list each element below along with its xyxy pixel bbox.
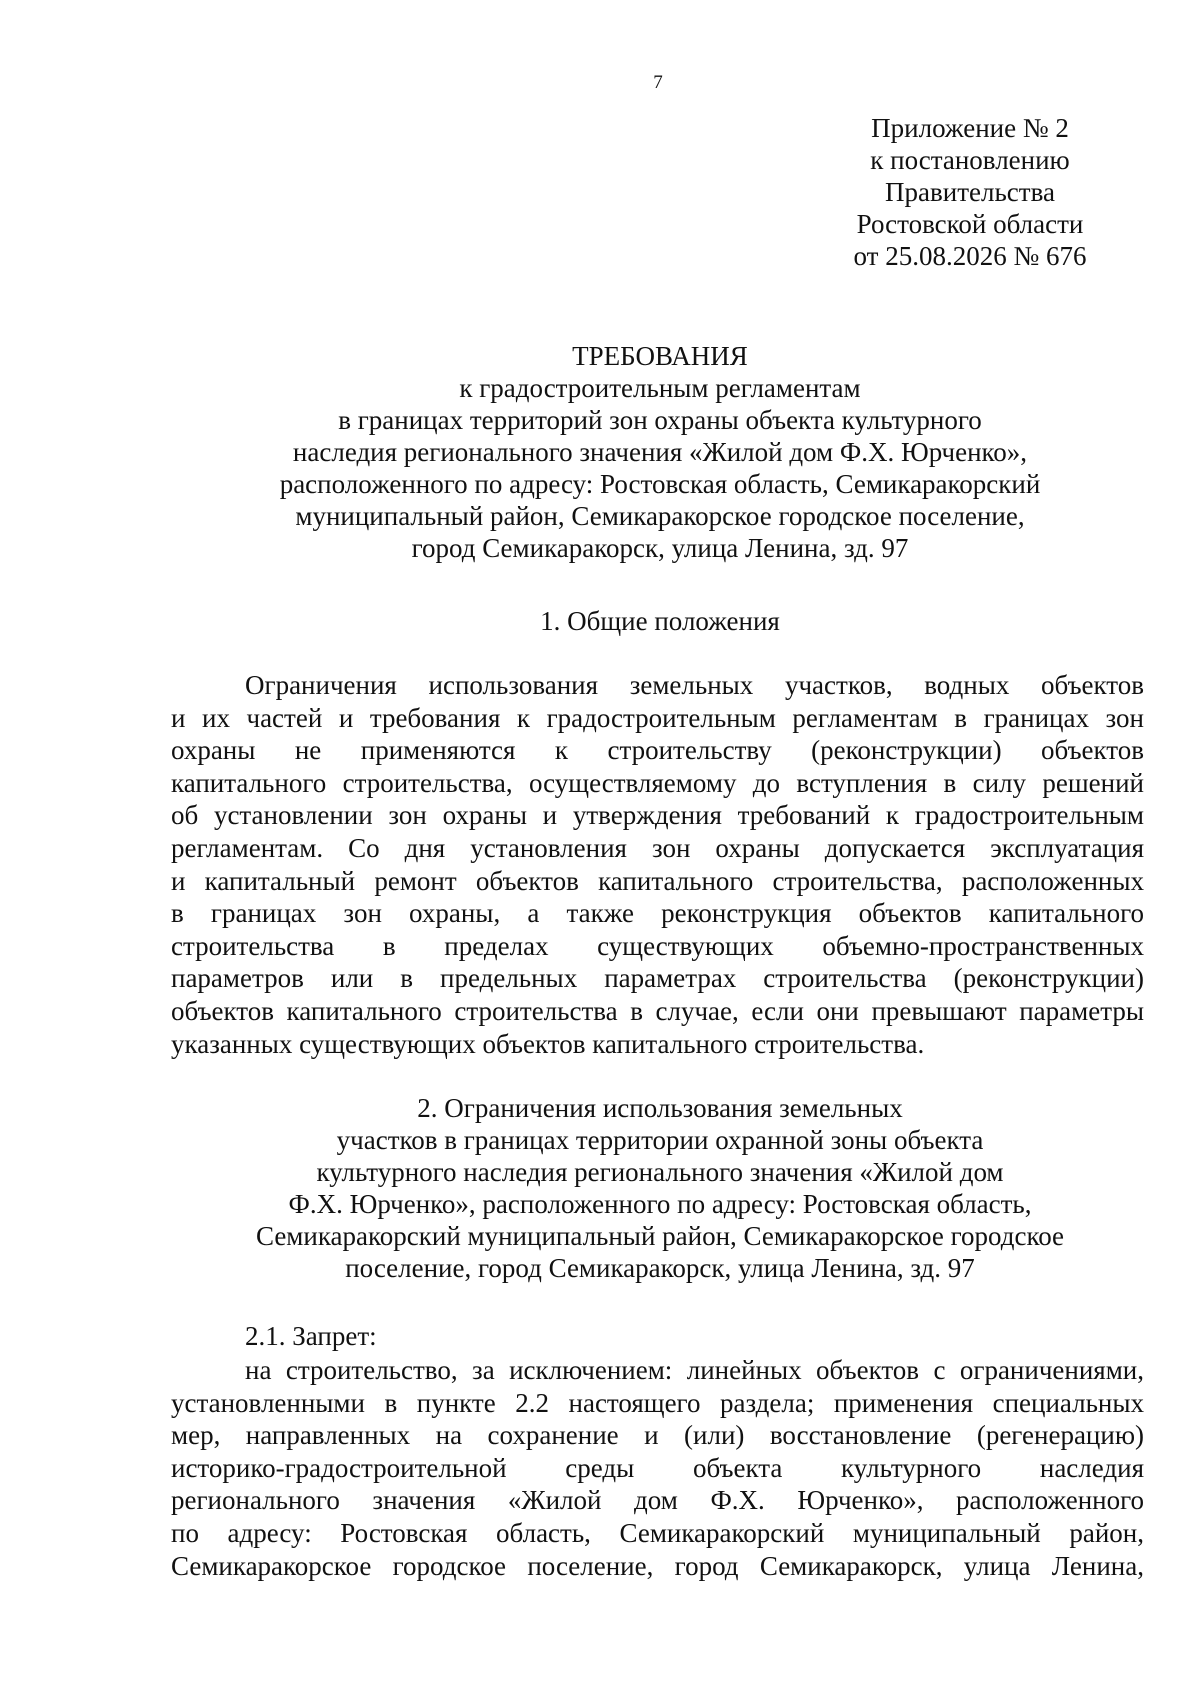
section-2-heading-line: Ф.Х. Юрченко», расположенного по адресу: Ростовская область, — [288, 1189, 1032, 1219]
title-heading: ТРЕБОВАНИЯ — [572, 341, 748, 371]
title-line: к градостроительным регламентам — [459, 373, 861, 403]
paragraph-line: объектов капитального строительства в случае, если они превышают параметры — [171, 995, 1144, 1026]
document-title — [180, 340, 1140, 564]
paragraph-line: в границах зон охраны, а также реконструкция объектов капитального — [171, 898, 1144, 929]
section-2-heading — [180, 1092, 1140, 1284]
appendix-header — [830, 112, 1110, 272]
title-line: в границах территорий зон охраны объекта культурного — [338, 405, 982, 435]
paragraph-line: и их частей и требования к градостроительным регламентам в границах зон — [171, 702, 1144, 733]
appendix-line: от 25.08.2026 № 676 — [853, 241, 1087, 271]
section-1-heading — [180, 605, 1140, 637]
title-line: муниципальный район, Семикаракорское городское поселение, — [295, 501, 1025, 531]
appendix-line: Приложение № 2 — [871, 113, 1069, 143]
title-line: город Семикаракорск, улица Ленина, зд. 97 — [411, 533, 909, 563]
section-2-heading-line: 2. Ограничения использования земельных — [417, 1093, 903, 1123]
section-2-heading-line: Семикаракорский муниципальный район, Семикаракорское городское — [255, 1221, 1065, 1251]
page-number: 7 — [653, 72, 663, 93]
paragraph-line: об установлении зон охраны и утверждения требований к градостроительным — [171, 800, 1144, 831]
section-1-heading-text: 1. Общие положения — [540, 606, 780, 636]
appendix-line: Ростовской области — [856, 209, 1084, 239]
paragraph-line: регионального значения «Жилой дом Ф.Х. Юрченко», расположенного — [171, 1485, 1144, 1516]
paragraph-line: установленными в пункте 2.2 настоящего раздела; применения специальных — [171, 1387, 1144, 1418]
section-2-heading-line: культурного наследия регионального значения «Жилой дом — [316, 1157, 1004, 1187]
appendix-line: к постановлению — [870, 145, 1070, 175]
paragraph-line: охраны не применяются к строительству (реконструкции) объектов — [171, 735, 1144, 766]
paragraph-line: указанных существующих объектов капитального строительства. — [171, 1028, 925, 1059]
paragraph-line: на строительство, за исключением: линейных объектов с ограничениями, — [245, 1355, 1144, 1385]
paragraph-line: историко-градостроительной среды объекта культурного наследия — [171, 1452, 1144, 1483]
section-1-paragraph — [171, 669, 1144, 1060]
section-2-heading-line: участков в границах территории охранной зоны объекта — [336, 1125, 984, 1155]
paragraph-line: Семикаракорское городское поселение, город Семикаракорск, улица Ленина, — [171, 1550, 1144, 1581]
subsection-2-1-heading: 2.1. Запрет: — [245, 1321, 377, 1351]
paragraph-line: параметров или в предельных параметрах строительства (реконструкции) — [171, 963, 1144, 994]
paragraph-line: мер, направленных на сохранение и (или) восстановление (регенерацию) — [171, 1420, 1144, 1451]
section-2-heading-line: поселение, город Семикаракорск, улица Ленина, зд. 97 — [345, 1253, 975, 1283]
paragraph-line: Ограничения использования земельных участков, водных объектов — [245, 670, 1144, 700]
section-2-paragraph — [171, 1354, 1144, 1582]
paragraph-line: капитального строительства, осуществляемому до вступления в силу решений — [171, 767, 1144, 798]
paragraph-line: строительства в пределах существующих объемно-пространственных — [171, 930, 1144, 961]
appendix-line: Правительства — [885, 177, 1055, 207]
paragraph-line: по адресу: Ростовская область, Семикаракорский муниципальный район, — [171, 1517, 1144, 1548]
paragraph-line: регламентам. Со дня установления зон охраны допускается эксплуатация — [171, 832, 1144, 863]
title-line: расположенного по адресу: Ростовская область, Семикаракорский — [279, 469, 1041, 499]
title-line: наследия регионального значения «Жилой дом Ф.Х. Юрченко», — [292, 437, 1028, 467]
paragraph-line: и капитальный ремонт объектов капитального строительства, расположенных — [171, 865, 1144, 896]
